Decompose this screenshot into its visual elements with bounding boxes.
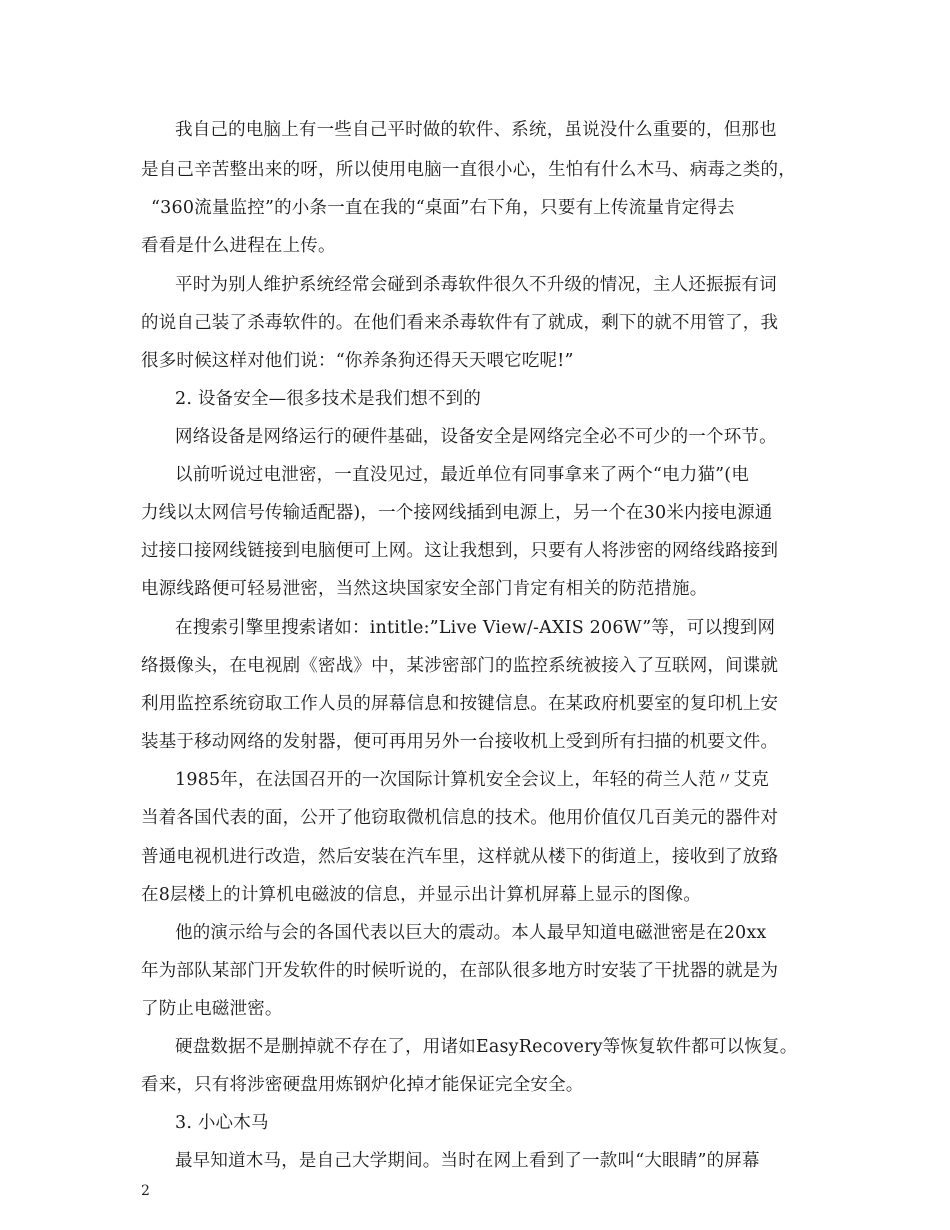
text-line: 看来，只有将涉密硬盘用炼钢炉化掉才能保证完全安全。 — [141, 1075, 584, 1095]
text-line: 络摄像头，在电视剧《密战》中，某涉密部门的监控系统被接入了互联网，间谍就 — [141, 656, 779, 676]
text-line: 利用监控系统窃取工作人员的屏幕信息和按键信息。在某政府机要室的复印机上安 — [141, 694, 779, 714]
text-line: 在搜索引擎里搜索诸如：intitle:”Live View/-AXIS 206W”等，可以搜到网 — [175, 618, 776, 638]
text-line: 电源线路便可轻易泄密，当然这块国家安全部门肯定有相关的防范措施。 — [141, 579, 708, 599]
text-line: 年为部队某部门开发软件的时候听说的，在部队很多地方时安装了干扰器的就是为 — [141, 961, 779, 981]
text-line: 我自己的电脑上有一些自己平时做的软件、系统，虽说没什么重要的，但那也 — [175, 120, 777, 140]
text-line: 力线以太网信号传输适配器)，一个接网线插到电源上，另一个在30米内接电源通 — [141, 503, 773, 523]
text-line: 在8层楼上的计算机电磁波的信息，并显示出计算机屏幕上显示的图像。 — [141, 885, 702, 905]
text-line: 是自己辛苦整出来的呀，所以使用电脑一直很小心，生怕有什么木马、病毒之类的， — [141, 160, 796, 180]
text-line: 以前听说过电泄密，一直没见过，最近单位有同事拿来了两个“电力猫”(电 — [175, 465, 750, 485]
page-number: 2 — [141, 1183, 150, 1199]
text-line: “360流量监控”的小条一直在我的“桌面”右下角，只要有上传流量肯定得去 — [151, 198, 735, 218]
section-heading: 2. 设备安全—很多技术是我们想不到的 — [175, 389, 482, 409]
text-line: 他的演示给与会的各国代表以巨大的震动。本人最早知道电磁泄密是在20xx — [175, 923, 767, 943]
text-line: 的说自己装了杀毒软件的。在他们看来杀毒软件有了就成，剩下的就不用管了，我 — [141, 313, 779, 333]
section-heading: 3. 小心木马 — [175, 1113, 269, 1133]
text-line: 平时为别人维护系统经常会碰到杀毒软件很久不升级的情况，主人还振振有词 — [175, 275, 777, 295]
text-line: 过接口接网线链接到电脑便可上网。这让我想到，只要有人将涉密的网络线路接到 — [141, 541, 779, 561]
text-line: 很多时候这样对他们说：“你养条狗还得天天喂它吃呢!” — [141, 351, 574, 371]
text-line: 装基于移动网络的发射器，便可再用另外一台接收机上受到所有扫描的机要文件。 — [141, 732, 779, 752]
text-line: 硬盘数据不是删掉就不存在了，用诸如EasyRecovery等恢复软件都可以恢复。 — [175, 1037, 798, 1057]
text-line: 网络设备是网络运行的硬件基础，设备安全是网络完全必不可少的一个环节。 — [175, 427, 777, 447]
text-line: 当着各国代表的面，公开了他窃取微机信息的技术。他用价值仅几百美元的器件对 — [141, 808, 779, 828]
text-line: 最早知道木马，是自己大学期间。当时在网上看到了一款叫“大眼睛”的屏幕 — [175, 1151, 760, 1171]
text-line: 看看是什么进程在上传。 — [141, 236, 336, 256]
text-line: 了防止电磁泄密。 — [141, 999, 283, 1019]
text-line: 普通电视机进行改造，然后安装在汽车里，这样就从楼下的街道上，接收到了放臵 — [141, 847, 779, 867]
text-line: 1985年，在法国召开的一次国际计算机安全会议上，年轻的荷兰人范〃艾克 — [175, 770, 770, 790]
